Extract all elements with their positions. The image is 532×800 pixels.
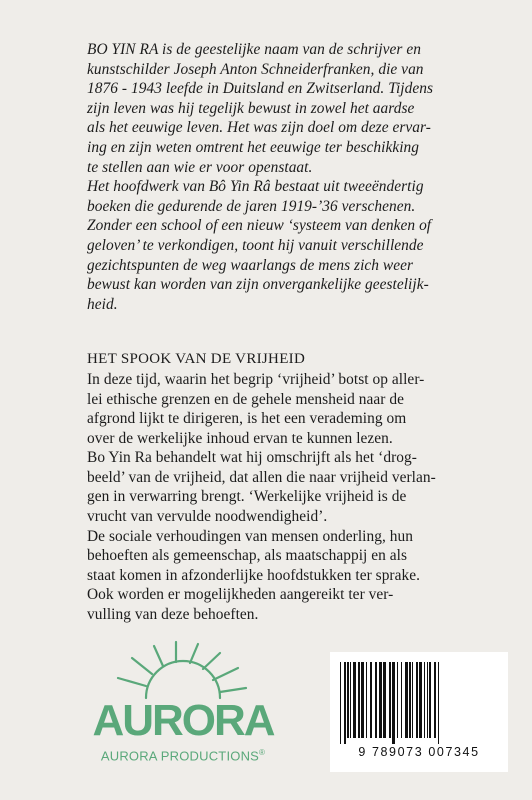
barcode-bar: [358, 662, 360, 738]
sunrise-icon: [88, 640, 278, 745]
description-line: De sociale verhoudingen van mensen onderling, hun: [87, 527, 413, 545]
description-line: Ook worden er mogelijkheden aangereikt ter ver-: [87, 586, 394, 604]
barcode-bar: [438, 662, 439, 744]
description-paragraph: [87, 370, 495, 448]
logo-wordmark: AURORA: [92, 696, 274, 745]
barcode-bar: [429, 662, 431, 738]
barcode-bar: [383, 662, 386, 738]
main-work-line: boeken die gedurende de jaren 1919-’36 verschenen.: [87, 197, 416, 215]
barcode-bar: [344, 662, 346, 744]
publisher-name: [88, 748, 278, 763]
barcode-bar: [419, 662, 422, 738]
barcode-bar: [401, 662, 402, 738]
barcode-bar: [366, 662, 367, 738]
author-intro: [87, 40, 495, 177]
barcode-bar: [392, 662, 395, 744]
intro-line: is de geestelijke naam van de schrijver en: [158, 41, 421, 58]
publisher-name-text: AURORA PRODUCTIONS: [100, 748, 260, 764]
intro-line: als het eeuwige leven. Het was zijn doel om deze ervar-: [87, 119, 431, 137]
description-line: Bo Yin Ra behandelt wat hij omschrijft als het ‘drog-: [87, 449, 417, 467]
barcode-bar: [375, 662, 377, 738]
description-paragraph: [87, 527, 495, 625]
main-work-line: bewust kan worden van zijn onvergankelijke geestelijk-: [87, 276, 429, 294]
barcode-bar: [434, 662, 436, 738]
publisher-logo: [88, 640, 278, 765]
barcode-bar: [379, 662, 382, 738]
author-name: BO YIN RA: [87, 41, 159, 58]
barcode-bar: [353, 662, 356, 738]
description-line: afgrond lijkt te dirigeren, is het een verademing om: [87, 410, 407, 428]
description-line: vrucht van vervulde noodwendigheid’.: [87, 508, 328, 526]
barcode-bar: [416, 662, 418, 738]
main-work-line: Het hoofdwerk van Bô Yin Râ bestaat uit tweeëndertig: [87, 178, 424, 196]
barcode-bar: [405, 662, 408, 738]
barcode-bar: [424, 662, 425, 738]
intro-line: kunstschilder Joseph Anton Schneiderfranken, die van: [87, 60, 424, 78]
intro-line: 1876 - 1943 leefde in Duitsland en Zwitserland. Tijdens: [87, 80, 434, 98]
description-line: behoeften als gemeenschap, als maatschappij en als: [87, 547, 408, 565]
barcode-bar: [397, 662, 398, 738]
description-paragraph: [87, 448, 495, 526]
intro-line: ing en zijn weten omtrent het eeuwige ter beschikking: [87, 138, 420, 156]
barcode-bar: [427, 662, 428, 738]
barcode-bars: [338, 662, 500, 744]
intro-line: te stellen aan wie er voor openstaat.: [87, 158, 313, 176]
isbn-digits: 9 789073 007345: [358, 745, 480, 759]
main-work-line: Zonder een school of een nieuw ‘systeem van denken of: [87, 217, 432, 235]
main-work-line: heid.: [87, 295, 118, 313]
intro-line: zijn leven was hij tegelijk bewust in zowel het aardse: [87, 99, 415, 117]
barcode-bar: [347, 662, 349, 738]
description-line: lei ethische grenzen en de gehele mensheid naar de: [87, 390, 405, 408]
back-cover-text: [87, 40, 495, 625]
main-work-paragraph: [87, 177, 495, 314]
barcode-bar: [370, 662, 372, 738]
main-work-line: gezichtspunten de weg waarlangs de mens zich weer: [87, 256, 414, 274]
description-line: vulling van deze behoeften.: [87, 606, 259, 624]
barcode-bar: [389, 662, 391, 738]
book-title: HET SPOOK VAN DE VRIJHEID: [87, 351, 306, 368]
description-line: staat komen in afzonderlijke hoofdstukken ter sprake.: [87, 566, 421, 584]
barcode-bar: [412, 662, 413, 738]
barcode-bar: [340, 662, 341, 744]
barcode-bar: [350, 662, 351, 738]
isbn-barcode: [330, 652, 508, 772]
description-line: In deze tijd, waarin het begrip ‘vrijheid’ botst op aller-: [87, 370, 425, 388]
description-line: gen in verwarring brengt. ‘Werkelijke vrijheid is de: [87, 488, 407, 506]
description-line: beeld’ van de vrijheid, dat allen die naar vrijheid verlan-: [87, 468, 436, 486]
barcode-bar: [409, 662, 411, 738]
description-line: over de werkelijke inhoud ervan te kunnen lezen.: [87, 429, 393, 447]
barcode-bar: [361, 662, 364, 738]
main-work-line: geloven’ te verkondigen, toont hij vanuit verschillende: [87, 236, 424, 254]
registered-mark: ®: [259, 748, 266, 757]
